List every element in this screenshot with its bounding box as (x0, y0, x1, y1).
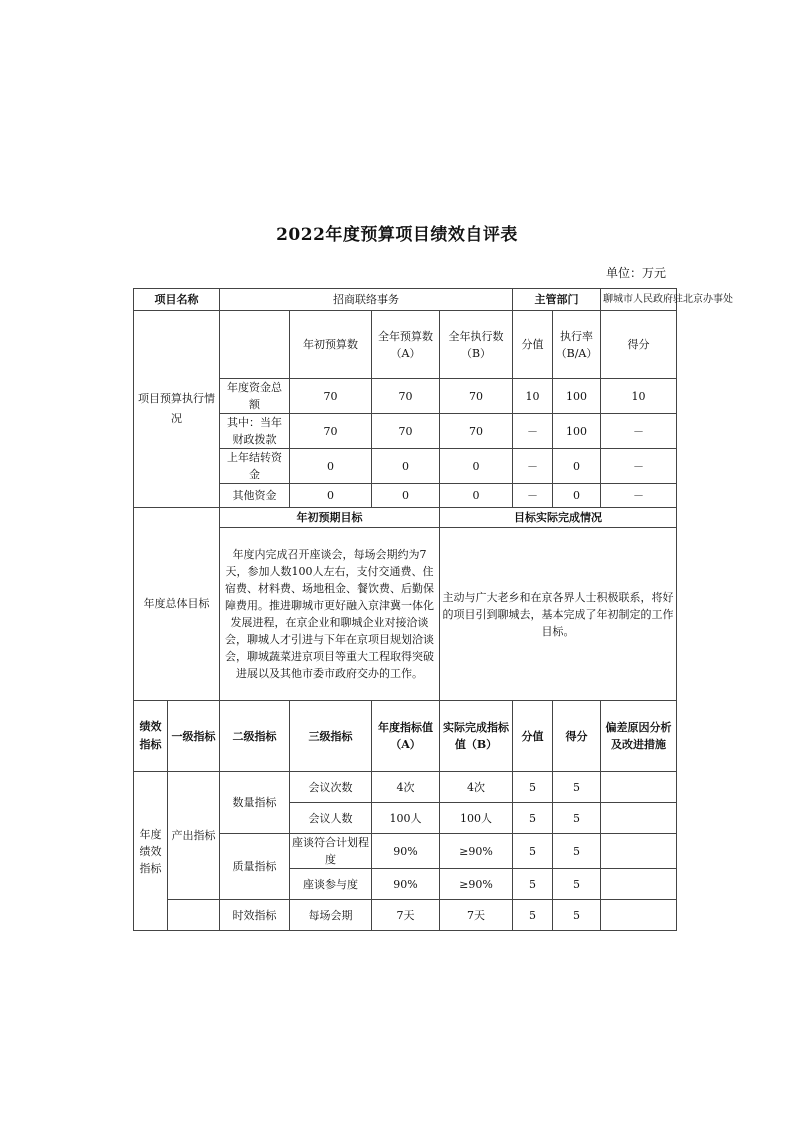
dept-label: 主管部门 (513, 289, 601, 311)
quality-indicator-label: 质量指标 (220, 834, 290, 900)
budget-col-header: 全年执行数（B） (440, 311, 513, 379)
budget-cell: － (601, 484, 677, 508)
score-cell: 5 (513, 900, 553, 931)
target-cell: 90% (372, 869, 440, 900)
budget-col-header: 分值 (513, 311, 553, 379)
budget-row-name: 上年结转资金 (220, 449, 290, 484)
annual-perf-label: 年度绩效指标 (134, 772, 168, 931)
target-cell: 100人 (372, 803, 440, 834)
budget-cell: － (513, 449, 553, 484)
perf-header: 二级指标 (220, 701, 290, 772)
got-cell: 5 (553, 869, 601, 900)
actual-cell: ≥90% (440, 834, 513, 869)
page-title: 2022年度预算项目绩效自评表 (276, 225, 518, 245)
time-indicator-label: 时效指标 (220, 900, 290, 931)
performance-table (133, 288, 733, 931)
budget-col-header: 执行率（B/A） (553, 311, 601, 379)
note-cell (601, 803, 677, 834)
level3-cell: 会议人数 (290, 803, 372, 834)
actual-cell: ≥90% (440, 869, 513, 900)
project-name-value: 招商联络事务 (220, 289, 513, 311)
target-cell: 4次 (372, 772, 440, 803)
budget-cell: 0 (372, 484, 440, 508)
budget-cell: 0 (290, 449, 372, 484)
perf-header: 绩效指标 (134, 701, 168, 772)
actual-cell: 100人 (440, 803, 513, 834)
budget-cell: 0 (290, 484, 372, 508)
budget-cell: 100 (553, 414, 601, 449)
budget-row-name: 其他资金 (220, 484, 290, 508)
perf-header: 偏差原因分析及改进措施 (601, 701, 677, 772)
level1-blank-cell (168, 900, 220, 931)
budget-row-name: 其中：当年财政拨款 (220, 414, 290, 449)
note-cell (601, 772, 677, 803)
planned-goal-text: 年度内完成召开座谈会，每场会期约为7天，参加人数100人左右，支付交通费、住宿费、材料费、场地租金、餐饮费、后勤保障费用。推进聊城市更好融入京津冀一体化发展进程，在京企业和聊城企业对接洽谈会，聊城人才引进与下年在京项目规划洽谈会，聊城蔬菜进京项目等重大工程取得突破进展以及其他市委市政府交办的工作。 (220, 528, 440, 701)
budget-cell: 0 (553, 484, 601, 508)
budget-cell: 0 (440, 484, 513, 508)
level3-cell: 座谈符合计划程度 (290, 834, 372, 869)
budget-cell: 70 (440, 379, 513, 414)
perf-row (134, 772, 677, 803)
note-cell (601, 869, 677, 900)
goals-header-row (134, 508, 677, 528)
budget-col-header: 年初预算数 (290, 311, 372, 379)
got-cell: 5 (553, 803, 601, 834)
actual-cell: 7天 (440, 900, 513, 931)
perf-header: 一级指标 (168, 701, 220, 772)
perf-header: 得分 (553, 701, 601, 772)
budget-col-header: 得分 (601, 311, 677, 379)
goals-label: 年度总体目标 (134, 508, 220, 701)
perf-row (134, 900, 677, 931)
level3-cell: 座谈参与度 (290, 869, 372, 900)
perf-header: 分值 (513, 701, 553, 772)
budget-corner-cell (220, 311, 290, 379)
budget-cell: 70 (290, 379, 372, 414)
budget-cell: － (601, 414, 677, 449)
budget-cell: 0 (440, 449, 513, 484)
budget-col-header: 全年预算数（A） (372, 311, 440, 379)
actual-goal-text: 主动与广大老乡和在京各界人士积极联系，将好的项目引到聊城去，基本完成了年初制定的工作目标。 (440, 528, 677, 701)
budget-cell: － (601, 449, 677, 484)
quantity-indicator-label: 数量指标 (220, 772, 290, 834)
header-row (134, 289, 677, 311)
unit-label: 单位：万元 (605, 266, 666, 280)
score-cell: 5 (513, 834, 553, 869)
actual-goal-header: 目标实际完成情况 (440, 508, 677, 528)
perf-header: 三级指标 (290, 701, 372, 772)
got-cell: 5 (553, 834, 601, 869)
budget-cell: 70 (440, 414, 513, 449)
level1-label: 产出指标 (168, 772, 220, 900)
budget-cell: 0 (372, 449, 440, 484)
project-name-label: 项目名称 (134, 289, 220, 311)
level3-cell: 会议次数 (290, 772, 372, 803)
budget-cell: 0 (553, 449, 601, 484)
note-cell (601, 900, 677, 931)
planned-goal-header: 年初预期目标 (220, 508, 440, 528)
budget-header-row (134, 311, 677, 379)
dept-value: 聊城市人民政府驻北京办事处 (601, 289, 677, 311)
budget-cell: 10 (513, 379, 553, 414)
perf-header-row (134, 701, 677, 772)
budget-cell: － (513, 414, 553, 449)
target-cell: 7天 (372, 900, 440, 931)
got-cell: 5 (553, 900, 601, 931)
budget-row-name: 年度资金总额 (220, 379, 290, 414)
perf-header: 年度指标值（A） (372, 701, 440, 772)
level3-cell: 每场会期 (290, 900, 372, 931)
score-cell: 5 (513, 772, 553, 803)
budget-cell: 10 (601, 379, 677, 414)
note-cell (601, 834, 677, 869)
perf-header: 实际完成指标值（B） (440, 701, 513, 772)
budget-cell: 100 (553, 379, 601, 414)
score-cell: 5 (513, 803, 553, 834)
target-cell: 90% (372, 834, 440, 869)
budget-cell: － (513, 484, 553, 508)
budget-cell: 70 (372, 414, 440, 449)
score-cell: 5 (513, 869, 553, 900)
budget-cell: 70 (290, 414, 372, 449)
budget-label: 项目预算执行情况 (134, 311, 220, 508)
budget-cell: 70 (372, 379, 440, 414)
got-cell: 5 (553, 772, 601, 803)
actual-cell: 4次 (440, 772, 513, 803)
